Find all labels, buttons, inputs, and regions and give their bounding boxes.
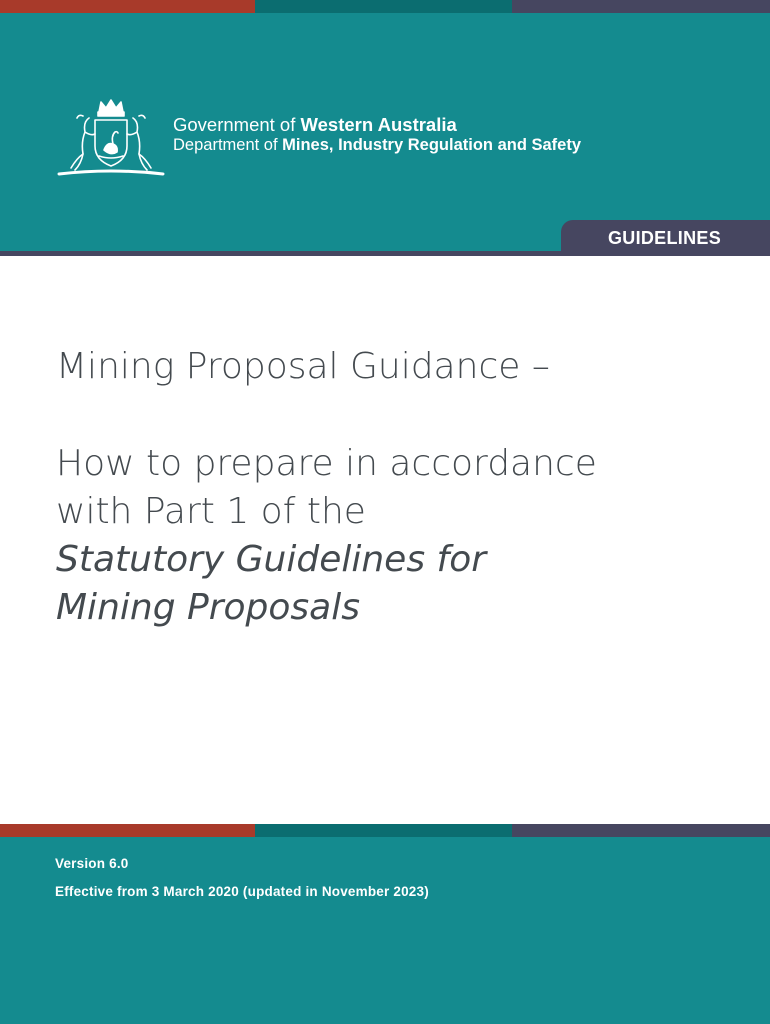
title-line-3: with Part 1 of the [56,491,366,532]
top-color-stripe [0,0,770,13]
wa-coat-of-arms-icon [55,98,167,178]
stripe-teal-segment [255,824,512,837]
stripe-red-segment [0,824,255,837]
version-label: Version 6.0 [55,856,129,871]
effective-date-label: Effective from 3 March 2020 (updated in November 2023) [55,884,429,899]
stripe-teal-segment [255,0,512,13]
guidelines-tab: GUIDELINES [561,220,770,256]
title-line-4: Statutory Guidelines for [56,539,487,580]
department-name: Department of Mines, Industry Regulation and Safety [173,136,582,154]
stripe-navy-segment [512,0,770,13]
government-name: Government of Western Australia [173,114,457,135]
bottom-color-stripe [0,824,770,837]
title-line-5: Mining Proposals [56,587,360,628]
stripe-navy-segment [512,824,770,837]
title-line-1: Mining Proposal Guidance – [56,346,550,387]
stripe-red-segment [0,0,255,13]
title-line-2: How to prepare in accordance [56,443,597,484]
